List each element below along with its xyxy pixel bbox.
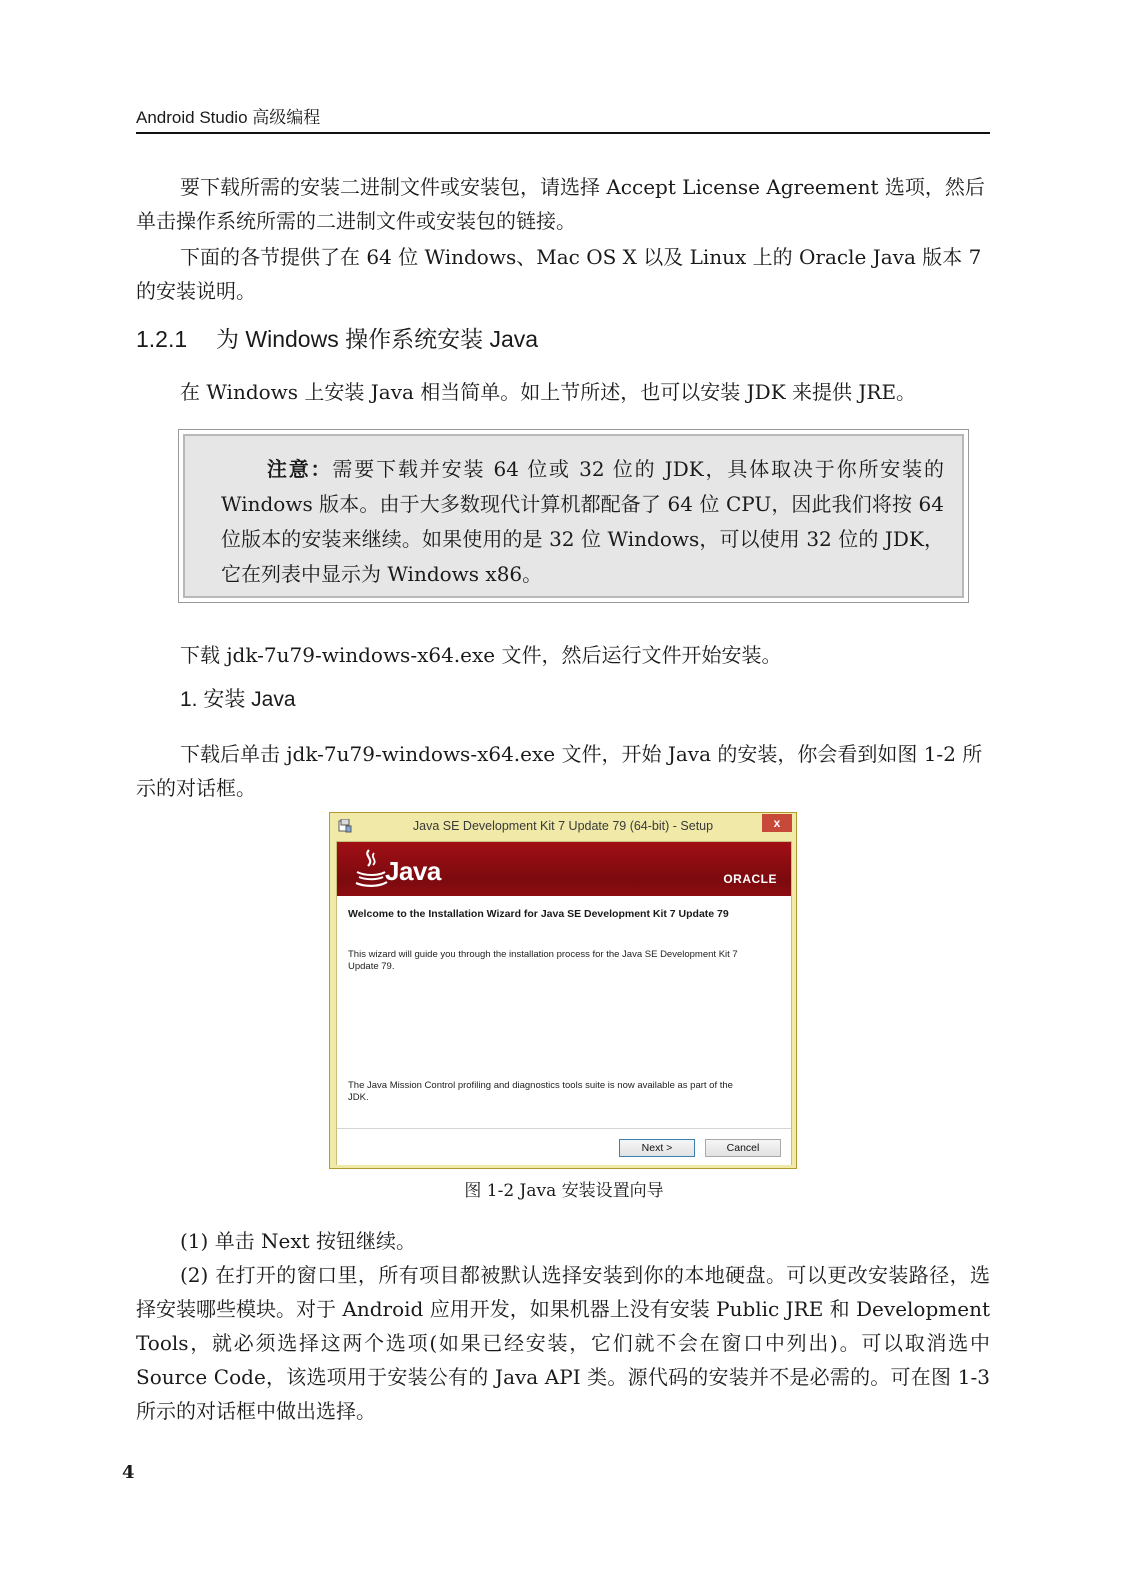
- note-label: 注意：: [265, 457, 333, 481]
- cancel-button[interactable]: Cancel: [705, 1139, 781, 1157]
- running-title: Android Studio 高级编程: [136, 108, 321, 127]
- welcome-heading: Welcome to the Installation Wizard for Java SE Development Kit 7 Update 79: [348, 908, 729, 920]
- step-2-paragraph: (2) 在打开的窗口里，所有项目都被默认选择安装到你的本地硬盘。可以更改安装路径，选择安装哪些模块。对于 Android 应用开发，如果机器上没有安装 Public JRE 和 Development Tools，就必须选择这两个选项(如果已经安装，它们就不会在窗口中列出)。可以取消选中 Source Code，该选项用于安装公有的 Java API 类。源代码的安装并不是必需的。可在图 1-3 所示的对话框中做出选择。: [136, 1263, 990, 1423]
- dialog-button-bar: [337, 1128, 791, 1165]
- step-1-paragraph: (1) 单击 Next 按钮继续。: [180, 1229, 417, 1253]
- dialog-title: Java SE Development Kit 7 Update 79 (64-bit) - Setup: [412, 819, 714, 833]
- section-heading: [136, 322, 538, 356]
- dialog-client-area: [336, 841, 792, 1165]
- note-text: 需要下载并安装 64 位或 32 位的 JDK，具体取决于你所安装的 Windows 版本。由于大多数现代计算机都配备了 64 位 CPU，因此我们将按 64 位版本的安装来继续。如果使用的是 32 位 Windows，可以使用 32 位的 JDK，它在列表中显示为 Windows x86。: [221, 457, 945, 586]
- intro-paragraph-2: 下面的各节提供了在 64 位 Windows、Mac OS X 以及 Linux 上的 Oracle Java 版本 7 的安装说明。: [136, 245, 982, 303]
- running-header: [136, 106, 990, 134]
- download-paragraph: 下载 jdk-7u79-windows-x64.exe 文件，然后运行文件开始安装。: [180, 643, 782, 667]
- section-paragraph: 在 Windows 上安装 Java 相当简单。如上节所述，也可以安装 JDK 来提供 JRE。: [180, 380, 917, 404]
- close-button[interactable]: x: [762, 814, 792, 832]
- java-banner: [337, 842, 791, 896]
- oracle-wordmark: ORACLE: [723, 872, 777, 886]
- dialog-titlebar: [330, 813, 796, 841]
- setup-dialog-screenshot: [329, 812, 797, 1169]
- next-button[interactable]: Next >: [619, 1139, 695, 1157]
- note-box: [178, 429, 969, 603]
- page-number: 4: [122, 1462, 135, 1483]
- java-wordmark: Java: [385, 856, 441, 886]
- wizard-description: This wizard will guide you through the installation process for the Java SE Development Kit 7 Update 79.: [348, 949, 738, 972]
- section-number: 1.2.1: [136, 326, 188, 352]
- step-paragraph: 下载后单击 jdk-7u79-windows-x64.exe 文件，开始 Java 的安装，你会看到如图 1-2 所示的对话框。: [136, 742, 983, 800]
- section-title: 为 Windows 操作系统安装 Java: [216, 326, 539, 352]
- intro-paragraph-1: 要下载所需的安装二进制文件或安装包，请选择 Accept License Agreement 选项，然后单击操作系统所需的二进制文件或安装包的链接。: [136, 175, 985, 233]
- note-content: [183, 434, 964, 598]
- step-heading: 1. 安装 Java: [180, 688, 296, 711]
- figure-caption: 图 1-2 Java 安装设置向导: [464, 1181, 664, 1201]
- mission-control-note: The Java Mission Control profiling and diagnostics tools suite is now available as part of the JDK.: [348, 1080, 733, 1103]
